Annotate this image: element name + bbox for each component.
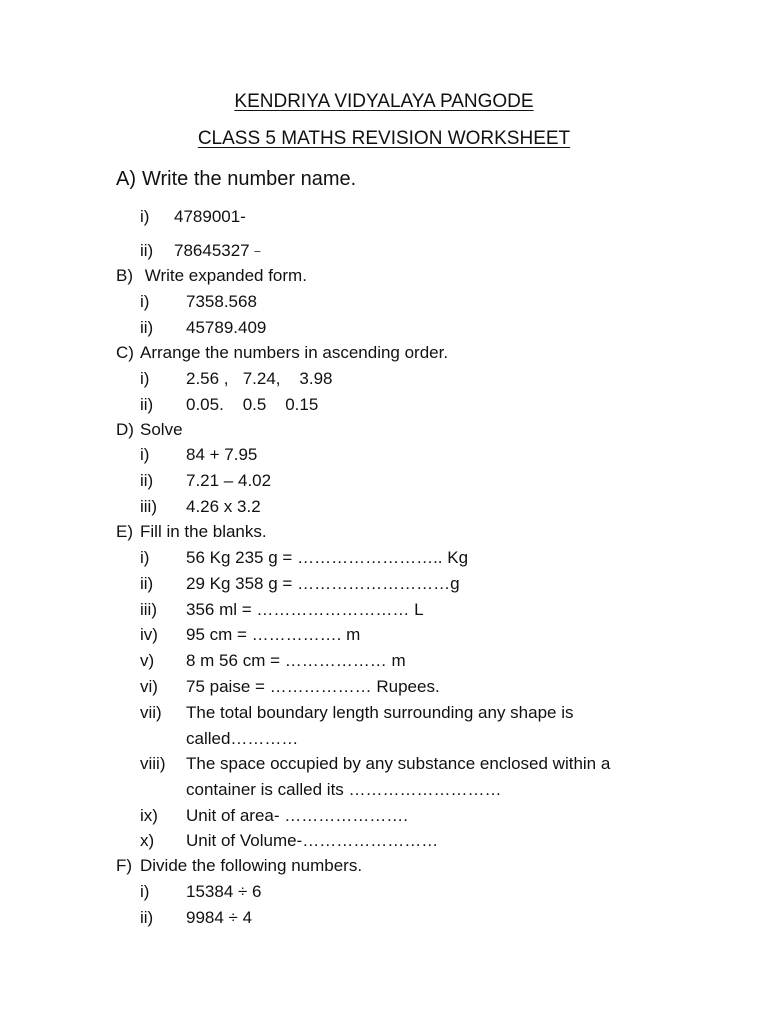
item-number: viii) — [140, 754, 166, 773]
section-c-heading — [116, 343, 448, 363]
item-number: vii) — [140, 703, 162, 722]
section-title: Arrange the numbers in ascending order. — [140, 343, 449, 362]
item-number: vi) — [140, 677, 158, 696]
item-number: i) — [140, 207, 150, 226]
item-number: i) — [140, 445, 150, 464]
section-label: F) — [116, 856, 133, 875]
section-title: Write expanded form. — [140, 266, 307, 285]
section-d-heading — [116, 420, 183, 440]
item-number: i) — [140, 882, 150, 901]
item-number: ix) — [140, 806, 158, 825]
item-number: ii) — [140, 574, 154, 593]
item-text: 75 paise = ……………… Rupees. — [186, 677, 440, 696]
item-number: iii) — [140, 600, 157, 619]
section-label: C) — [116, 343, 134, 362]
item-number: ii) — [140, 908, 154, 927]
section-f-heading — [116, 856, 362, 876]
item-text: 9984 ÷ 4 — [186, 908, 253, 927]
item-number: ii) — [140, 241, 154, 260]
item-suffix: – — [254, 245, 261, 258]
section-label: A) — [116, 168, 136, 190]
item-text: container is called its ……………………… — [186, 780, 502, 799]
item-text: 0.05. 0.5 0.15 — [186, 395, 319, 414]
worksheet-title: CLASS 5 MATHS REVISION WORKSHEET — [197, 128, 571, 149]
item-text: 15384 ÷ 6 — [186, 882, 262, 901]
section-label: E) — [116, 522, 133, 541]
item-number: ii) — [140, 471, 154, 490]
item-number: v) — [140, 651, 155, 670]
item-text: The space occupied by any substance enclosed within a — [186, 754, 611, 773]
section-b-heading — [116, 266, 307, 286]
section-label: B) — [116, 266, 133, 285]
item-text: 78645327 — [174, 241, 250, 260]
item-text: 356 ml = ……………………… L — [186, 600, 424, 619]
section-title: Fill in the blanks. — [140, 522, 267, 541]
section-e-heading — [116, 522, 267, 542]
item-text: 4.26 x 3.2 — [186, 497, 261, 516]
item-number: i) — [140, 369, 150, 388]
item-text: 45789.409 — [186, 318, 267, 337]
item-number: i) — [140, 548, 150, 567]
school-title: KENDRIYA VIDYALAYA PANGODE — [234, 91, 534, 112]
item-number: ii) — [140, 318, 154, 337]
item-text: 7.21 – 4.02 — [186, 471, 272, 490]
item-text: 2.56 , 7.24, 3.98 — [186, 369, 333, 388]
item-text: The total boundary length surrounding any shape is — [186, 703, 574, 722]
item-text: 84 + 7.95 — [186, 445, 258, 464]
item-text-wrapper — [174, 241, 261, 261]
item-text: 8 m 56 cm = ……………… m — [186, 651, 406, 670]
item-text: 4789001- — [174, 207, 246, 226]
section-label: D) — [116, 420, 134, 439]
section-a-heading — [116, 168, 356, 191]
item-text: Unit of area- …………………. — [186, 806, 408, 825]
section-title: Divide the following numbers. — [140, 856, 363, 875]
section-title: Write the number name. — [142, 168, 357, 190]
item-text: 7358.568 — [186, 292, 257, 311]
item-number: iii) — [140, 497, 157, 516]
item-text: called………… — [186, 729, 299, 748]
item-text: 95 cm = ……………. m — [186, 625, 361, 644]
item-text: 56 Kg 235 g = …………………….. Kg — [186, 548, 469, 567]
section-title: Solve — [140, 420, 183, 439]
item-number: x) — [140, 831, 155, 850]
item-number: i) — [140, 292, 150, 311]
item-text: 29 Kg 358 g = ………………………g — [186, 574, 460, 593]
item-text: Unit of Volume-…………………… — [186, 831, 439, 850]
item-number: iv) — [140, 625, 158, 644]
item-number: ii) — [140, 395, 154, 414]
